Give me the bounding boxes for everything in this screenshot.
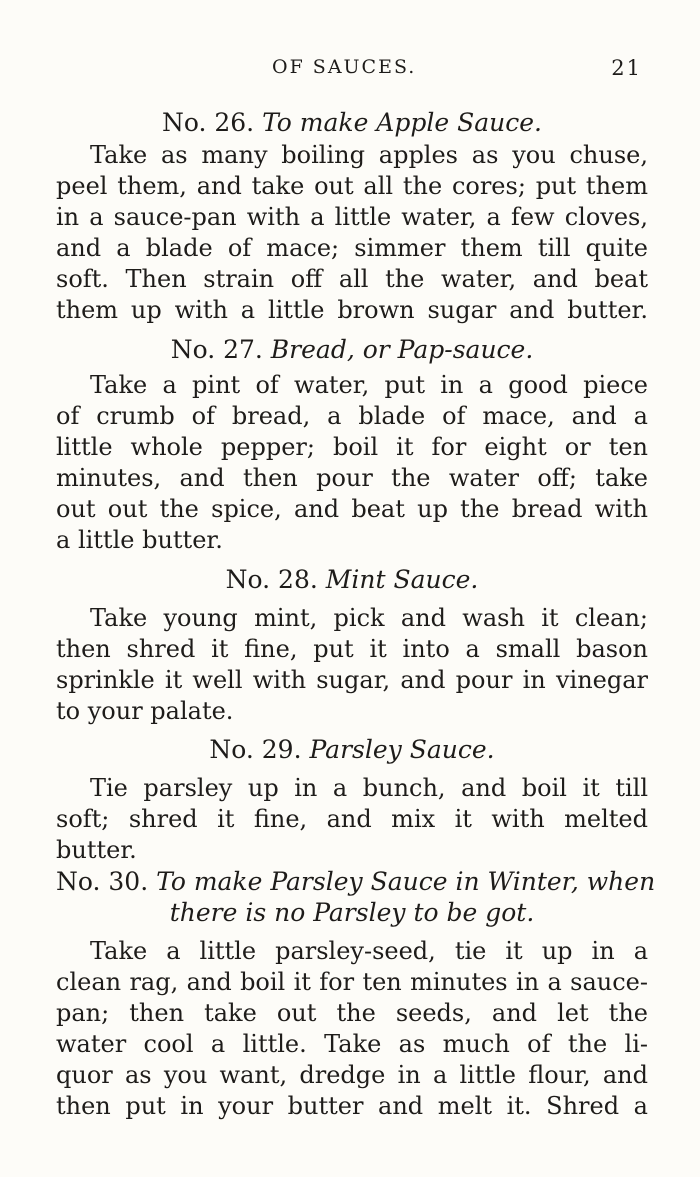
page-number: 21: [611, 56, 642, 80]
recipe-title: Mint Sauce.: [325, 565, 479, 594]
recipe-title: To make Parsley Sauce in Winter, when: [156, 867, 656, 896]
recipe-title: To make Apple Sauce.: [262, 108, 542, 137]
text-line: butter.: [56, 836, 137, 864]
text-line: in a sauce-pan with a little water, a few cloves,: [56, 203, 648, 231]
text-line: and a blade of mace; simmer them till quite: [56, 234, 648, 262]
recipe-number: No. 26.: [161, 108, 255, 137]
text-line: pan; then take out the seeds, and let the: [56, 999, 648, 1027]
text-line: Tie parsley up in a bunch, and boil it till: [90, 774, 648, 802]
recipe-heading-29: [56, 735, 648, 765]
text-line: then shred it fine, put it into a small bason: [56, 635, 648, 663]
recipe-heading-30-continued: [56, 898, 648, 928]
recipe-title: Parsley Sauce.: [309, 735, 495, 764]
running-head: [0, 56, 700, 86]
recipe-heading-30: [56, 867, 656, 897]
running-title: OF SAUCES.: [272, 56, 417, 78]
recipe-heading-26: [56, 108, 648, 138]
text-line: soft. Then strain off all the water, and beat: [56, 265, 648, 293]
text-line: little whole pepper; boil it for eight or ten: [56, 433, 648, 461]
text-line: minutes, and then pour the water off; take: [56, 464, 648, 492]
text-line: Take as many boiling apples as you chuse,: [90, 141, 648, 169]
text-line: peel them, and take out all the cores; put them: [56, 172, 648, 200]
text-line: sprinkle it well with sugar, and pour in vinegar: [56, 666, 648, 694]
recipe-number: No. 28.: [225, 565, 318, 594]
text-line: soft; shred it fine, and mix it with melted: [56, 805, 648, 833]
recipe-number: No. 30.: [56, 867, 149, 896]
recipe-title-line2: there is no Parsley to be got.: [169, 898, 535, 927]
recipe-heading-28: [56, 565, 648, 595]
text-line: to your palate.: [56, 697, 234, 725]
recipe-title: Bread, or Pap-sauce.: [270, 335, 534, 364]
text-line: Take young mint, pick and wash it clean;: [90, 604, 648, 632]
text-line: water cool a little. Take as much of the li-: [56, 1030, 648, 1058]
text-line: Take a little parsley-seed, tie it up in a: [90, 937, 648, 965]
text-line: quor as you want, dredge in a little flour, and: [56, 1061, 648, 1089]
text-line: out out the spice, and beat up the bread with: [56, 495, 648, 523]
text-line: of crumb of bread, a blade of mace, and a: [56, 402, 648, 430]
recipe-number: No. 27.: [170, 335, 263, 364]
text-line: clean rag, and boil it for ten minutes in a sauce-: [56, 968, 648, 996]
text-line: then put in your butter and melt it. Shred a: [56, 1092, 648, 1120]
recipe-number: No. 29.: [209, 735, 302, 764]
text-line: them up with a little brown sugar and butter.: [56, 296, 648, 324]
text-line: a little butter.: [56, 526, 223, 554]
recipe-heading-27: [56, 335, 648, 365]
text-line: Take a pint of water, put in a good piece: [90, 371, 648, 399]
